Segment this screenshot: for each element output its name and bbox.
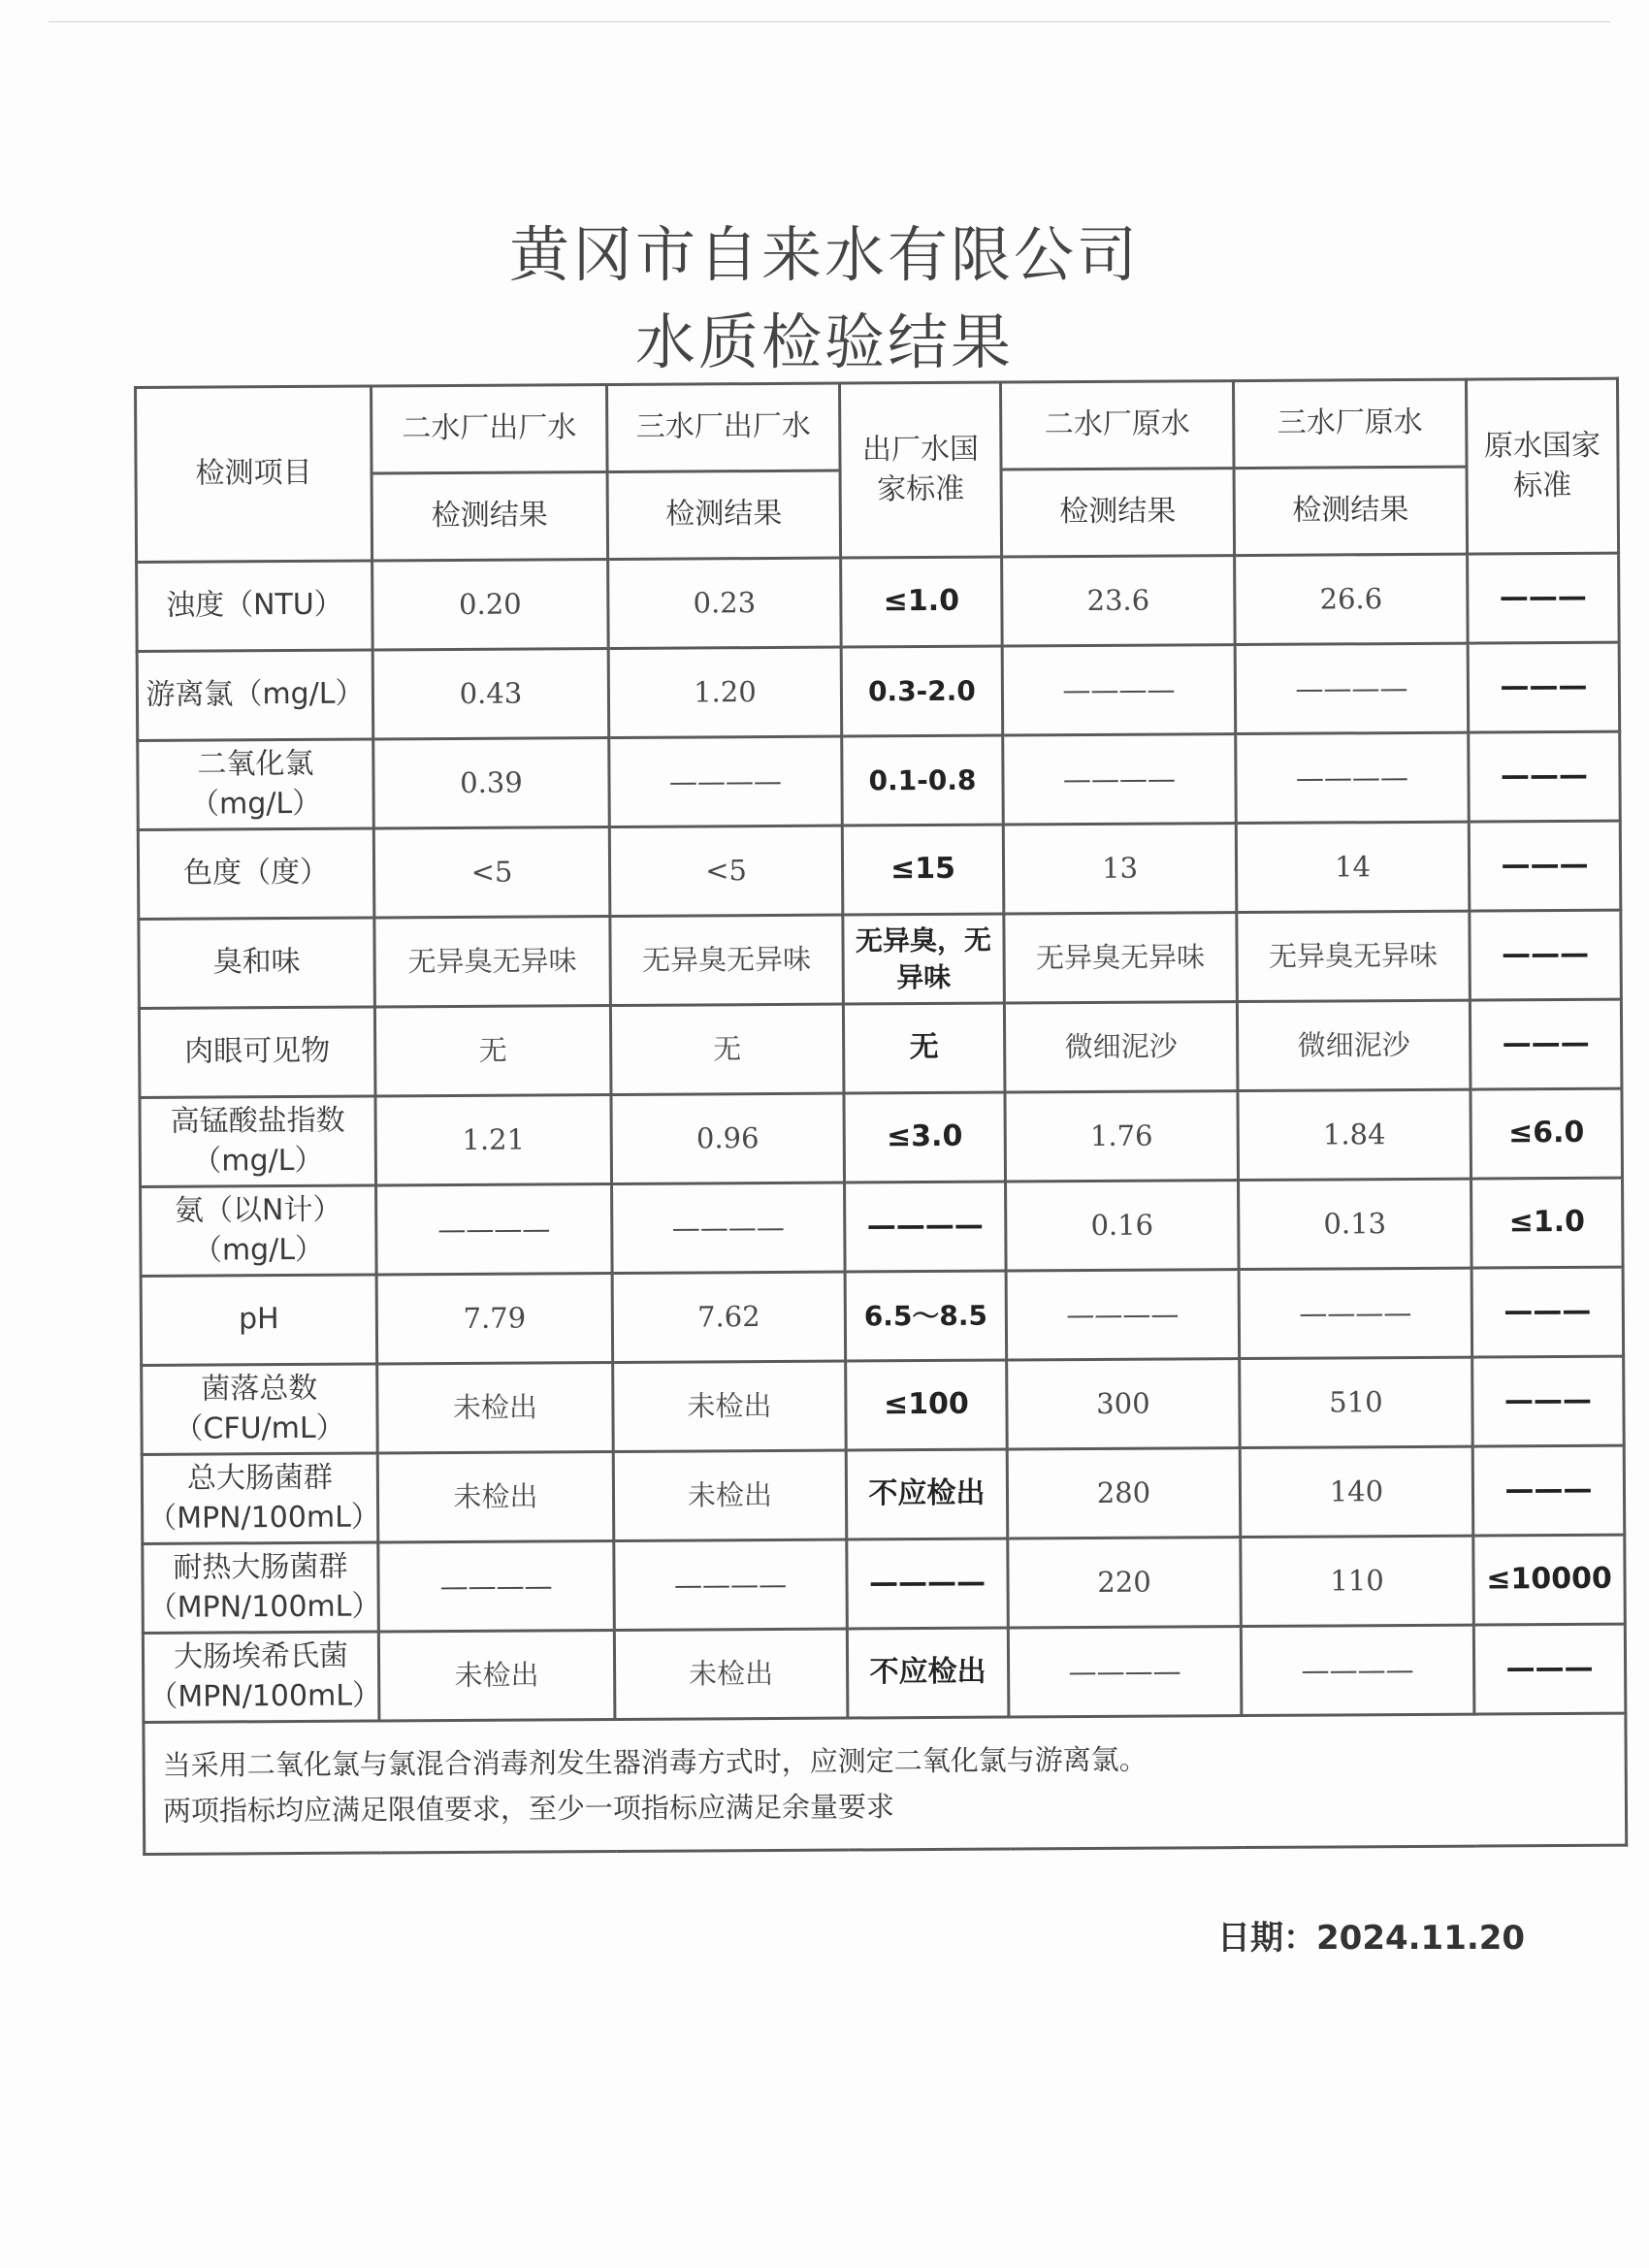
table-row <box>141 1267 1624 1365</box>
standard-cell: ≤1.0 <box>841 557 1003 647</box>
item-name: 二氧化氯 <box>197 746 314 782</box>
value-cell-col4: 220 <box>1008 1538 1242 1628</box>
item-unit: （mg/L） <box>192 1143 324 1179</box>
header-col1: 二水厂出厂水 <box>372 385 608 473</box>
item-cell <box>142 1453 378 1543</box>
standard-cell: ———— <box>845 1182 1007 1272</box>
raw-standard-cell: ——— <box>1470 910 1622 1000</box>
value-cell-col1: 无 <box>374 1006 611 1096</box>
water-quality-table <box>134 377 1628 1856</box>
item-name: 菌落总数 <box>201 1371 318 1407</box>
value-cell-col4: 300 <box>1007 1359 1241 1449</box>
value-cell-col2: 无 <box>610 1004 844 1094</box>
standard-cell: ≤15 <box>842 825 1004 915</box>
header-result-5: 检测结果 <box>1234 467 1468 555</box>
item-cell <box>137 650 373 740</box>
table-row <box>140 1088 1623 1186</box>
header-item: 检测项目 <box>136 386 372 562</box>
header-col6-text: 原水国家标准 <box>1483 428 1601 502</box>
value-cell-col5: 140 <box>1240 1446 1473 1537</box>
header-col3 <box>839 382 1001 558</box>
value-cell-col5: 1.84 <box>1238 1089 1471 1180</box>
item-cell <box>142 1364 378 1454</box>
value-cell-col2: 7.62 <box>612 1272 846 1362</box>
standard-cell: ≤100 <box>846 1360 1008 1450</box>
table-row <box>142 1356 1625 1454</box>
note-row <box>144 1713 1627 1854</box>
table-row <box>138 731 1621 829</box>
header-col4: 二水厂原水 <box>1000 381 1234 470</box>
raw-standard-cell: ——— <box>1472 1356 1625 1446</box>
value-cell-col2: 1.20 <box>608 647 842 737</box>
value-cell-col4: ———— <box>1008 1627 1242 1717</box>
table-row <box>139 910 1622 1008</box>
table-row <box>141 1178 1624 1276</box>
value-cell-col1: 1.21 <box>375 1095 612 1185</box>
raw-standard-cell: ——— <box>1470 999 1622 1089</box>
value-cell-col2: <5 <box>609 826 843 916</box>
value-cell-col4: 无异臭无异味 <box>1004 913 1238 1003</box>
standard-cell: 不应检出 <box>846 1449 1008 1539</box>
raw-standard-cell: ——— <box>1468 553 1620 643</box>
value-cell-col1: ———— <box>376 1184 613 1275</box>
value-cell-col5: 14 <box>1236 822 1470 912</box>
table-row <box>139 999 1622 1097</box>
value-cell-col4: 0.16 <box>1006 1181 1240 1271</box>
item-name: 肉眼可见物 <box>184 1034 331 1069</box>
item-cell <box>143 1632 382 1722</box>
item-unit: （MPN/100mL） <box>148 1677 382 1714</box>
value-cell-col5: ———— <box>1241 1625 1474 1715</box>
value-cell-col1: 0.20 <box>372 560 609 650</box>
value-cell-col4: 23.6 <box>1002 556 1236 646</box>
company-title: 黄冈市自来水有限公司 <box>508 219 1140 290</box>
value-cell-col2: ———— <box>612 1183 846 1273</box>
item-name: 总大肠菌群 <box>186 1460 333 1496</box>
value-cell-col2: 未检出 <box>614 1629 848 1719</box>
value-cell-col5: 110 <box>1241 1536 1474 1626</box>
value-cell-col5: 微细泥沙 <box>1237 1000 1471 1090</box>
value-cell-col4: ———— <box>1002 645 1236 735</box>
item-name: 臭和味 <box>212 945 301 980</box>
value-cell-col5: ———— <box>1239 1268 1472 1358</box>
item-name: 浊度（NTU） <box>165 587 343 624</box>
item-name: 高锰酸盐指数 <box>170 1103 345 1139</box>
value-cell-col1: 无异臭无异味 <box>374 917 611 1007</box>
item-name: 游离氯（mg/L） <box>146 676 365 713</box>
raw-standard-cell: ——— <box>1468 642 1620 732</box>
item-cell <box>143 1542 379 1633</box>
header-col6 <box>1466 378 1618 554</box>
item-unit: （CFU/mL） <box>174 1410 345 1446</box>
table-row <box>137 642 1620 740</box>
item-cell <box>137 561 373 651</box>
report-title: 水质检验结果 <box>634 307 1014 377</box>
header-result-4: 检测结果 <box>1001 469 1235 557</box>
value-cell-col5: 26.6 <box>1235 554 1469 644</box>
item-cell <box>138 828 374 919</box>
header-result-2: 检测结果 <box>607 470 841 559</box>
standard-cell: 0.1-0.8 <box>842 735 1004 826</box>
value-cell-col2: ———— <box>609 736 843 826</box>
raw-standard-cell: ——— <box>1473 1624 1626 1714</box>
item-name: 色度（度） <box>182 856 330 891</box>
standard-cell: 无 <box>843 1003 1005 1093</box>
header-row-1 <box>136 378 1619 474</box>
standard-cell: 0.3-2.0 <box>841 646 1003 736</box>
header-col2: 三水厂出厂水 <box>607 383 841 471</box>
raw-standard-cell: ——— <box>1469 731 1621 822</box>
raw-standard-cell: ≤10000 <box>1473 1535 1626 1625</box>
value-cell-col5: ———— <box>1235 643 1469 733</box>
item-name: 氨（以N计） <box>174 1192 342 1228</box>
item-name: 大肠埃希氏菌 <box>173 1638 349 1674</box>
table-row <box>143 1535 1626 1633</box>
item-cell <box>139 918 375 1008</box>
value-cell-col2: 0.23 <box>608 558 842 648</box>
raw-standard-cell: ——— <box>1471 1267 1624 1357</box>
standard-cell: 无异臭，无异味 <box>843 914 1005 1004</box>
value-cell-col5: 0.13 <box>1239 1179 1472 1269</box>
header-col3-text: 出厂水国家标准 <box>861 432 980 506</box>
note-cell <box>144 1713 1627 1854</box>
standard-cell: 6.5～8.5 <box>845 1271 1007 1361</box>
table-row <box>138 821 1621 919</box>
note-line-2: 两项指标均应满足限值要求，至少一项指标应满足余量要求 <box>162 1789 895 1828</box>
value-cell-col1: 0.39 <box>373 738 610 828</box>
value-cell-col1: 0.43 <box>372 649 609 739</box>
item-cell <box>141 1185 377 1276</box>
item-cell <box>138 739 374 829</box>
item-cell <box>139 1007 375 1097</box>
value-cell-col2: ———— <box>614 1539 848 1630</box>
item-cell <box>141 1275 377 1365</box>
table-row <box>142 1445 1625 1543</box>
value-cell-col4: ———— <box>1006 1270 1240 1360</box>
value-cell-col5: 无异臭无异味 <box>1237 911 1471 1001</box>
item-unit: （mg/L） <box>192 1232 325 1268</box>
note-line-1: 当采用二氧化氯与氯混合消毒剂发生器消毒方式时，应测定二氧化氯与游离氯。 <box>162 1742 1148 1782</box>
standard-cell: ———— <box>847 1539 1009 1629</box>
item-unit: （MPN/100mL） <box>147 1499 380 1536</box>
raw-standard-cell: ——— <box>1469 821 1621 911</box>
value-cell-col2: 未检出 <box>613 1450 847 1540</box>
item-name: pH <box>238 1302 279 1337</box>
value-cell-col4: 13 <box>1003 824 1237 914</box>
table-row <box>137 553 1620 651</box>
value-cell-col2: 未检出 <box>613 1361 847 1451</box>
table-row <box>143 1624 1626 1722</box>
item-cell <box>140 1096 376 1186</box>
item-name: 耐热大肠菌群 <box>173 1549 348 1585</box>
value-cell-col2: 0.96 <box>611 1093 845 1183</box>
value-cell-col1: 未检出 <box>377 1452 614 1542</box>
header-col5: 三水厂原水 <box>1233 379 1467 468</box>
value-cell-col1: <5 <box>373 827 610 918</box>
raw-standard-cell: ≤1.0 <box>1471 1178 1624 1268</box>
scan-edge-line <box>48 21 1610 22</box>
report-date: 日期：2024.11.20 <box>1217 1919 1526 1958</box>
header-result-1: 检测结果 <box>372 472 608 561</box>
value-cell-col4: 微细泥沙 <box>1004 1002 1238 1092</box>
standard-cell: ≤3.0 <box>844 1092 1006 1183</box>
value-cell-col5: ———— <box>1236 732 1470 823</box>
value-cell-col4: ———— <box>1003 734 1237 825</box>
value-cell-col2: 无异臭无异味 <box>610 915 844 1005</box>
value-cell-col4: 1.76 <box>1005 1091 1239 1182</box>
raw-standard-cell: ——— <box>1472 1445 1625 1536</box>
raw-standard-cell: ≤6.0 <box>1471 1088 1623 1179</box>
value-cell-col1: ———— <box>378 1540 615 1631</box>
value-cell-col1: 未检出 <box>377 1363 614 1453</box>
value-cell-col4: 280 <box>1007 1448 1241 1539</box>
value-cell-col1: 7.79 <box>376 1274 613 1364</box>
item-unit: （mg/L） <box>189 786 322 822</box>
value-cell-col5: 510 <box>1240 1357 1473 1447</box>
value-cell-col1: 未检出 <box>378 1630 615 1720</box>
item-unit: （MPN/100mL） <box>147 1588 381 1625</box>
standard-cell: 不应检出 <box>847 1628 1009 1718</box>
